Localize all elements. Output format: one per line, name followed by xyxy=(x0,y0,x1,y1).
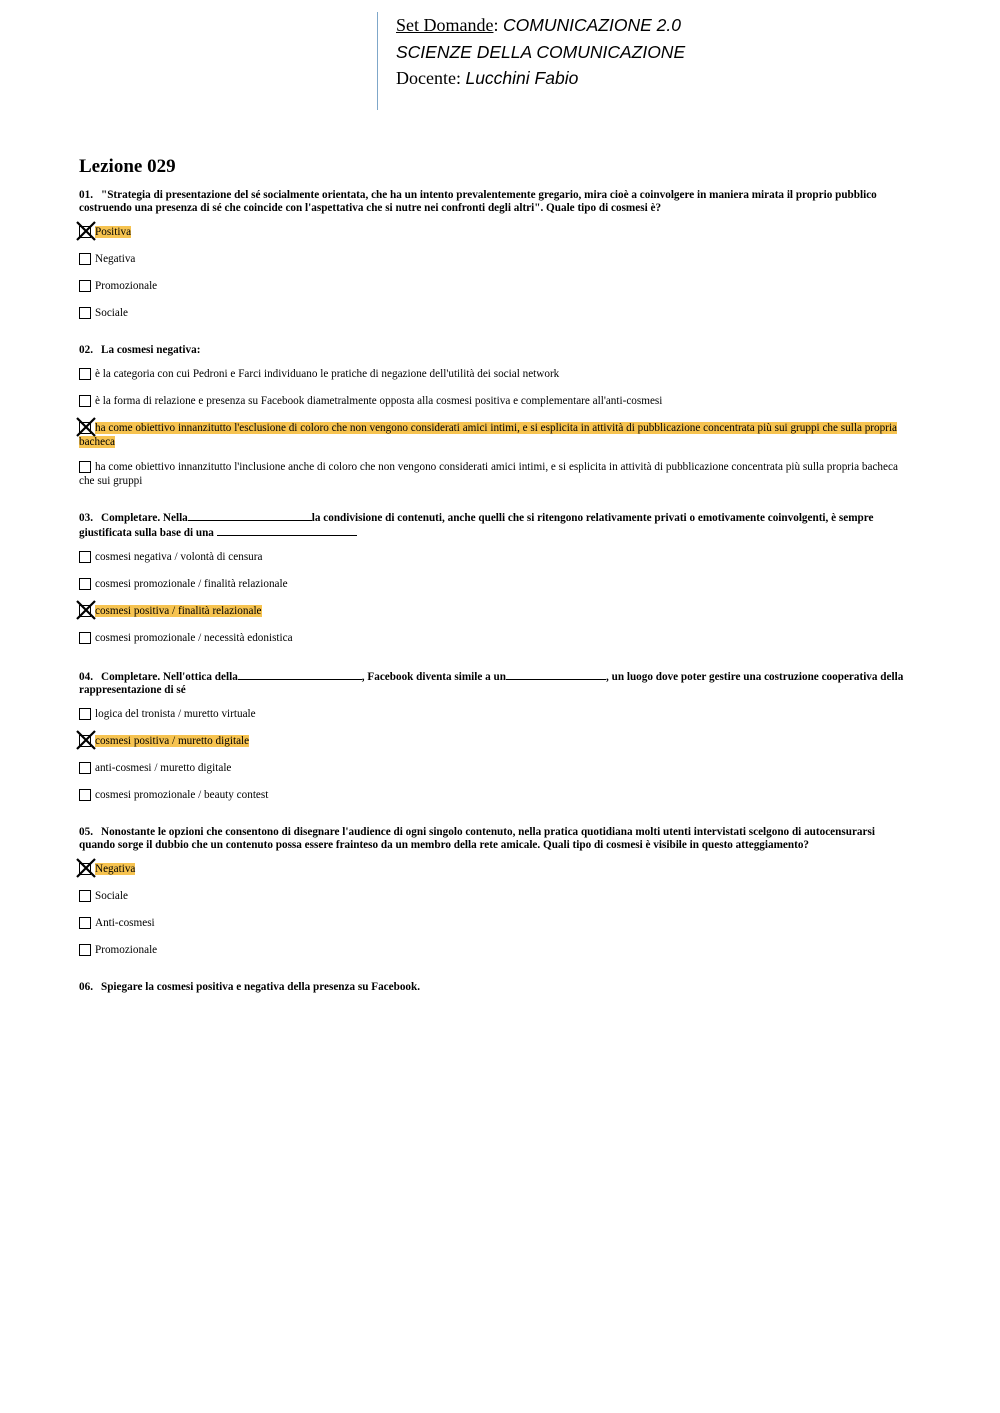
fill-in-blank xyxy=(217,525,357,536)
fill-in-blank xyxy=(238,669,362,680)
question-number: 06. xyxy=(79,981,93,993)
answer-option[interactable] xyxy=(79,279,911,295)
question-03 xyxy=(79,510,911,647)
checkbox[interactable] xyxy=(79,632,91,644)
option-label: cosmesi positiva / muretto digitale xyxy=(95,735,250,747)
checkbox[interactable] xyxy=(79,890,91,902)
question-body: Nonostante le opzioni che consentono di disegnare l'audience di ogni singolo contenuto, nella pratica quotidiana molti utenti intervistati scelgono di autocensurarsi quando sorge il dubbio che un contenuto possa essere frainteso da un membro della rete amicale. Quali tipo di cosmesi è visibile in questo atteggiamento? xyxy=(79,826,875,851)
checkbox[interactable] xyxy=(79,461,91,473)
checkbox[interactable] xyxy=(79,789,91,801)
answer-option[interactable] xyxy=(79,916,911,932)
answer-option[interactable] xyxy=(79,943,911,959)
checked-x-icon xyxy=(75,220,97,242)
answer-option[interactable] xyxy=(79,577,911,593)
option-label: anti-cosmesi / muretto digitale xyxy=(95,762,232,774)
option-label: Positiva xyxy=(95,226,132,238)
question-number: 05. xyxy=(79,826,93,838)
question-body: "Strategia di presentazione del sé socialmente orientata, che ha un intento prevalentemente gregario, mira cioè a coinvolgere in maniera mirata il proprio pubblico costruendo una presenza di sé che coincide con l'aspettativa che si nutre nei confronti degli altri". Quale tipo di cosmesi è? xyxy=(79,189,877,214)
question-body: Spiegare la cosmesi positiva e negativa della presenza su Facebook. xyxy=(100,981,421,993)
answer-option[interactable] xyxy=(79,889,911,905)
option-label: logica del tronista / muretto virtuale xyxy=(95,708,256,720)
option-label: è la categoria con cui Pedroni e Farci individuano le pratiche di negazione dell'utilità dei social network xyxy=(95,368,560,380)
question-body-part-a: Completare. Nell'ottica della xyxy=(100,671,238,683)
option-label: cosmesi promozionale / finalità relazionale xyxy=(95,578,288,590)
answer-option[interactable] xyxy=(79,734,911,750)
question-body-part-b: , Facebook diventa simile a un xyxy=(361,671,506,683)
answer-option[interactable] xyxy=(79,550,911,566)
question-number: 04. xyxy=(79,671,93,683)
option-label: è la forma di relazione e presenza su Facebook diametralmente opposta alla cosmesi positiva e complementare all'anti-cosmesi xyxy=(95,395,663,407)
course-name: SCIENZE DELLA COMUNICAZIONE xyxy=(396,41,686,62)
option-label: Sociale xyxy=(95,890,128,902)
question-body-part-a: Completare. Nella xyxy=(100,512,188,524)
option-label: cosmesi promozionale / beauty contest xyxy=(95,789,269,801)
question-text xyxy=(79,981,911,994)
checked-x-icon xyxy=(75,416,97,438)
question-text xyxy=(79,344,911,357)
set-label: Set Domande xyxy=(396,15,494,35)
option-label: Anti-cosmesi xyxy=(95,917,155,929)
question-number: 03. xyxy=(79,512,93,524)
option-label: Promozionale xyxy=(95,944,158,956)
question-list xyxy=(79,189,911,1016)
option-label: Negativa xyxy=(95,253,136,265)
option-label: Negativa xyxy=(95,863,136,875)
fill-in-blank xyxy=(506,669,606,680)
option-label: Sociale xyxy=(95,307,128,319)
answer-option[interactable] xyxy=(79,252,911,268)
option-label: cosmesi positiva / finalità relazionale xyxy=(95,605,262,617)
option-label: cosmesi promozionale / necessità edonistica xyxy=(95,632,293,644)
answer-option[interactable] xyxy=(79,460,911,488)
checkbox[interactable] xyxy=(79,253,91,265)
teacher-label: Docente: xyxy=(396,68,461,88)
checkbox[interactable] xyxy=(79,578,91,590)
answer-option[interactable] xyxy=(79,788,911,804)
fill-in-blank xyxy=(188,510,312,521)
checkbox[interactable] xyxy=(79,917,91,929)
question-text xyxy=(79,510,911,540)
question-04 xyxy=(79,669,911,804)
answer-option[interactable] xyxy=(79,306,911,322)
checked-x-icon xyxy=(75,729,97,751)
question-text xyxy=(79,826,911,852)
question-body-part-b: la condivisione di contenuti, anche quelli che si ritengono relativamente privati o emotivamente coinvolgenti, è sempre giustificata sulla base di una xyxy=(79,512,874,539)
question-set-line: Set Domande: COMUNICAZIONE 2.0 xyxy=(396,15,681,35)
answer-option[interactable] xyxy=(79,225,911,241)
checkbox[interactable] xyxy=(79,280,91,292)
option-label: Promozionale xyxy=(95,280,158,292)
answer-option[interactable] xyxy=(79,421,911,449)
checkbox[interactable] xyxy=(79,368,91,380)
document-header xyxy=(377,12,877,110)
question-01 xyxy=(79,189,911,322)
teacher-name: Lucchini Fabio xyxy=(465,68,579,88)
question-02 xyxy=(79,344,911,488)
option-label: cosmesi negativa / volontà di censura xyxy=(95,551,263,563)
question-text xyxy=(79,189,911,215)
checkbox[interactable] xyxy=(79,307,91,319)
answer-option[interactable] xyxy=(79,761,911,777)
answer-option[interactable] xyxy=(79,394,911,410)
checkbox[interactable] xyxy=(79,944,91,956)
question-number: 02. xyxy=(79,344,93,356)
checkbox[interactable] xyxy=(79,551,91,563)
teacher-line xyxy=(396,65,877,92)
checked-x-icon xyxy=(75,857,97,879)
course-line xyxy=(396,39,877,66)
answer-option[interactable] xyxy=(79,604,911,620)
checkbox[interactable] xyxy=(79,762,91,774)
checkbox[interactable] xyxy=(79,395,91,407)
question-05 xyxy=(79,826,911,959)
question-06 xyxy=(79,981,911,994)
option-label: ha come obiettivo innanzitutto l'inclusione anche di coloro che non vengono considerati amici intimi, e si esplicita in attività di pubblicazione concentrata più sulla propria bacheca che sui gruppi xyxy=(79,461,898,487)
answer-option[interactable] xyxy=(79,631,911,647)
checkbox[interactable] xyxy=(79,708,91,720)
answer-option[interactable] xyxy=(79,862,911,878)
answer-option[interactable] xyxy=(79,707,911,723)
set-value: COMUNICAZIONE 2.0 xyxy=(503,15,681,35)
answer-option[interactable] xyxy=(79,367,911,383)
question-body-part-c: , un luogo dove poter gestire una costruzione cooperativa della rappresentazione di sé xyxy=(79,671,904,696)
option-label: ha come obiettivo innanzitutto l'esclusione di coloro che non vengono considerati amici intimi, e si esplicita in attività di pubblicazione concentrata più sui gruppi che sulla propria bacheca xyxy=(79,422,898,448)
lesson-title: Lezione 029 xyxy=(79,156,176,177)
question-number: 01. xyxy=(79,189,93,201)
question-body: La cosmesi negativa: xyxy=(100,344,201,356)
checked-x-icon xyxy=(75,599,97,621)
question-text xyxy=(79,669,911,697)
